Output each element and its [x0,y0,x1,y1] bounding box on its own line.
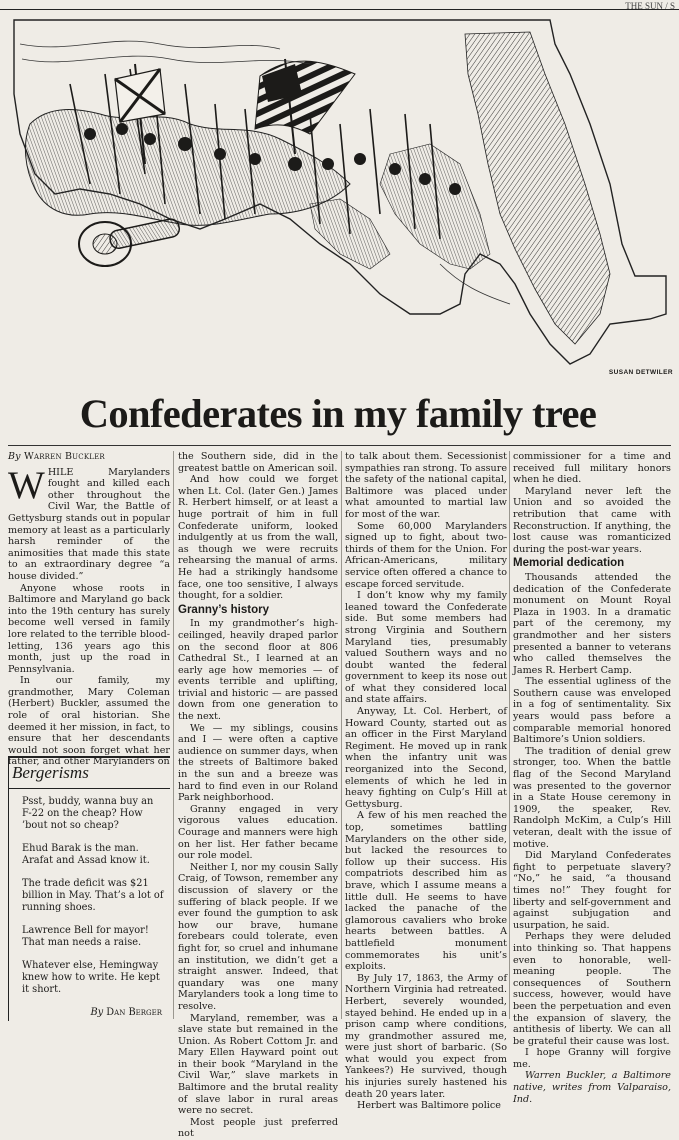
article-paragraph: I don’t know why my family leaned toward the Confederate side. But some members had strong Virginia and Southern Maryland ties, presumably valued Southern ways and no doubt wanted the federal government to keep its nose out of what they considered local and state affairs. [345,590,507,706]
article-paragraph: commissioner for a time and received full military honors when he died. [513,451,671,486]
sidebar-byline: By Dan Berger [90,1007,162,1018]
article-paragraph: A few of his men reached the top, sometimes battling Marylanders on the other side, but lacked the resources to follow up their success. His compatriots described him as brave, which I assume means a little dull. He seems to have lacked the panache of the glamorous cavaliers who broke hearts between battles. A battlefield monument commemorates his unit’s exploits. [345,810,507,973]
article-paragraph: I hope Granny will forgive me. [513,1047,671,1070]
article-paragraph: In our family, my grandmother, Mary Coleman (Herbert) Buckler, assumed the role of oral historian. She deemed it her mission, in fact, to ensure that her descendants would not soon forget what her father, and other Marylanders on [8,675,170,768]
article-paragraph: Herbert was Baltimore police [357,1100,501,1112]
sidebar-item: Lawrence Bell for mayor! That man needs a raise. [22,925,149,948]
article-paragraph: In my grandmother’s high-ceilinged, heavily draped parlor on the second floor at 806 Cathedral St., I learned at an early age how memories — of events terrible and uplifting, trivial and historic — are passed down from one generation to the next. [178,618,338,723]
sidebar-item: Psst, buddy, wanna buy an F-22 on the cheap? How ’bout not so cheap? [22,796,154,831]
article-paragraph: Some 60,000 Marylanders signed up to fight, about two-thirds of them for the Union. For African-Americans, military service often offered a chance to escape forced servitude. [345,520,507,590]
illustration [10,14,672,394]
article-column-4 [513,451,671,1105]
article-paragraph: Neither I, nor my cousin Sally Craig, of Towson, remember any discussion of slavery or the suffering of black people. If we ever found the gumption to ask how our brave, humane forebears could tolerate, even fight for, so cruel and inhumane an institution, we didn’t get a straight answer. Indeed, that quandary was one many Marylanders took a long time to resolve. [178,861,338,1012]
article-paragraph: Thousands attended the dedication of the Confederate monument on Mount Royal Plaza in 1903. In a dramatic part of the ceremony, my grandmother and her sisters presented a banner to veterans who called themselves the James R. Herbert Camp. [513,571,671,676]
article-paragraph: Did Maryland Confederates fight to perpetuate slavery? “No,” he said, “a thousand times no!” They fought for liberty and self-government and against subjugation and usurpation, he said. [513,850,671,931]
article-paragraph: to talk about them. Secessionist sympathies ran strong. To assure the safety of the national capital, Baltimore was placed under what amounted to martial law for most of the war. [345,451,507,520]
article-paragraph: We — my siblings, cousins and I — were often a captive audience on summer days, when the streets of Baltimore baked in the sun and a breeze was hard to find even in our Roland Park neighborhood. [178,722,338,804]
article-paragraph: Maryland never left the Union and so avoided the retribution that came with Reconstruction. If anything, the lost cause was romanticized during the post-war years. [513,485,671,555]
article-column-3 [345,451,507,1112]
article-paragraph: the Southern side, did in the greatest battle on American soil. [178,451,338,474]
article-paragraph: The tradition of denial grew stronger, too. When the battle flag of the Second Maryland was presented to the governor in a State House ceremony in 1909, the speaker, Rev. Randolph McKim, a Culp’s Hill veteran, dealt with the issue of motive. [513,745,671,850]
article-paragraph: Anyway, Lt. Col. Herbert, of Howard County, started out as an officer in the First Maryland Regiment. He moved up in rank when the infantry unit was reorganized into the Second, elements of which he led in heavy fighting on Culp’s Hill at Gettysburg. [345,706,507,810]
masthead-fragment: THE SUN / S [625,1,675,11]
article-paragraph: Granny engaged in very vigorous values education. Courage and manners were high on her list. Her father became our role model. [178,803,338,862]
sidebar-title: Bergerisms [8,762,170,789]
article-paragraph: Perhaps they were deluded into thinking so. That happens even to honorable, well-meaning people. The consequences of Southern success, however, would have been the perpetuation and even the expansion of slavery, the antithesis of liberty. We can all be grateful their cause was lost. [513,931,671,1047]
article-paragraph: By July 17, 1863, the Army of Northern Virginia had retreated. Herbert, severely wounded, stayed behind. He ended up in a prison camp where conditions, my grandmother assured me, were just short of barbaric. (So what would you expect from Yankees?) He survived, though his injuries surely hastened his death 20 years later. [345,972,507,1100]
headline-rule [8,445,671,446]
byline: By Warren Buckler [8,451,105,462]
article-paragraph: Most people just preferred not [178,1116,338,1140]
article-paragraph: The essential ugliness of the Southern cause was enveloped in a fog of sentimentality. Six years would pass before a comparable memorial honored Baltimore’s Union soldiers. [513,676,671,746]
article-column-2 [178,451,338,1140]
column-rule [341,451,342,1019]
author-note: Warren Buckler, a Baltimore native, writes from Valparaiso, Ind. [513,1070,671,1105]
article-paragraph: And how could we forget when Lt. Col. (later Gen.) James R. Herbert himself, or at least a huge portrait of him in full Confederate uniform, looked indulgently at us from the wall, as though we were recruits rehearsing the manual of arms. He had a strikingly handsome face, one too sensitive, I always thought, for a soldier. [178,474,338,602]
article-paragraph: WHILE Marylanders fought and killed each other throughout the Civil War, the Battle of Gettysburg stands out in popular memory at least as a particularly harsh reminder of the animosities that made this state to an extraordinary degree “a house divided.” [8,463,170,582]
sidebar-item: Ehud Barak is the man. Arafat and Assad know it. [22,843,150,866]
article-paragraph: Maryland, remember, was a slave state but remained in the Union. As Robert Cottom Jr. and Mary Ellen Hayward point out in their book “Maryland in the Civil War,” slave markets in Baltimore and the brutal reality of slave labor in rural areas were no secret. [178,1012,338,1117]
subhead: Memorial dedication [513,557,625,570]
headline: Confederates in my family tree [79,391,597,436]
sidebar-item: The trade deficit was $21 billion in May. That’s a lot of running shoes. [22,878,164,913]
bergerisms-sidebar [8,756,170,1021]
cannon-icon [79,218,181,266]
subhead: Granny’s history [178,603,269,616]
article-paragraph: Anyone whose roots in Baltimore and Maryland go back into the 19th century has surely become well versed in family lore related to the terrible blood-letting, 136 years ago this month, just up the road in Pennsylvania. [8,582,170,675]
illustration-credit: SUSAN DETWILER [608,369,673,376]
column-rule [509,451,510,1019]
drop-cap: W [8,463,45,507]
top-rule [0,9,679,10]
column-rule [173,451,174,1019]
sidebar-item: Whatever else, Hemingway knew how to write. He kept it short. [22,960,160,995]
battle-map-illustration [10,14,672,394]
